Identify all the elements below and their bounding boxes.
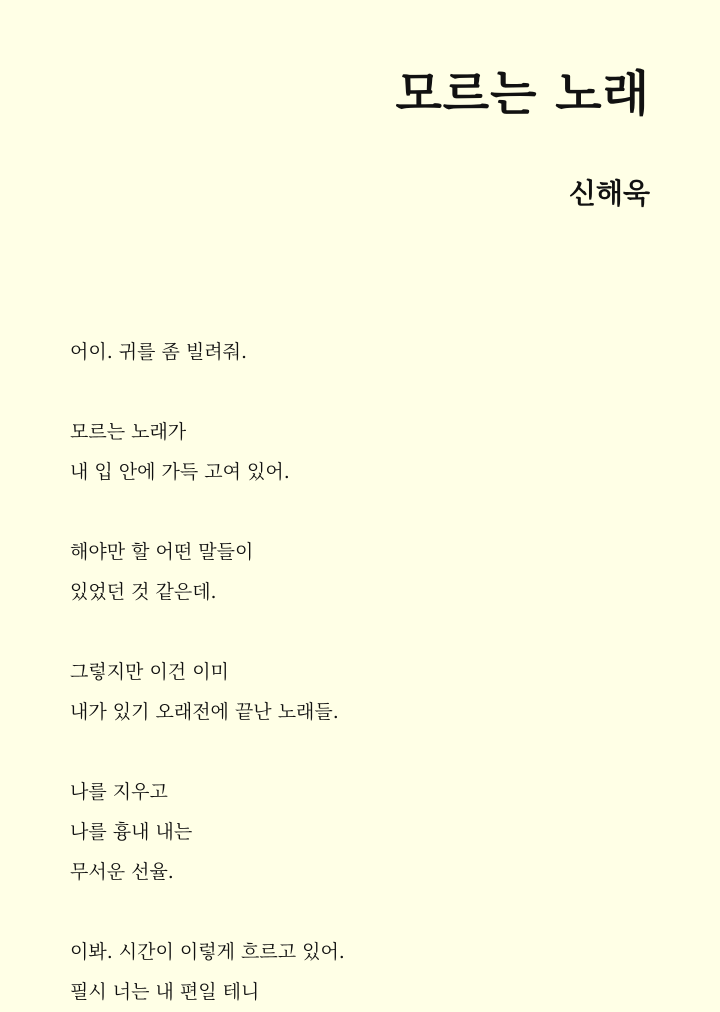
poem-line: 무서운 선율. — [70, 861, 174, 883]
stanza-break — [70, 372, 650, 412]
poem-body — [70, 332, 650, 1012]
stanza-break — [70, 892, 650, 932]
stanza-break — [70, 612, 650, 652]
poem-line: 나를 지우고 — [70, 781, 168, 803]
poem-line: 어이. 귀를 좀 빌려줘. — [70, 341, 248, 363]
poem-line: 필시 너는 내 편일 테니 — [70, 981, 260, 1003]
poem-author: 신해욱 — [568, 177, 650, 210]
poem-line: 나를 흉내 내는 — [70, 821, 193, 843]
poem-line: 그렇지만 이건 이미 — [70, 661, 229, 683]
stanza-break — [70, 732, 650, 772]
poem-line: 해야만 할 어떤 말들이 — [70, 541, 254, 563]
poem-line: 있었던 것 같은데. — [70, 581, 217, 603]
poem-line: 내 입 안에 가득 고여 있어. — [70, 461, 290, 483]
stanza-break — [70, 492, 650, 532]
poem-line: 내가 있기 오래전에 끝난 노래들. — [70, 701, 339, 723]
poem-line: 모르는 노래가 — [70, 421, 187, 443]
poem-line: 이봐. 시간이 이렇게 흐르고 있어. — [70, 941, 345, 963]
poem-title: 모르는 노래 — [395, 66, 650, 122]
